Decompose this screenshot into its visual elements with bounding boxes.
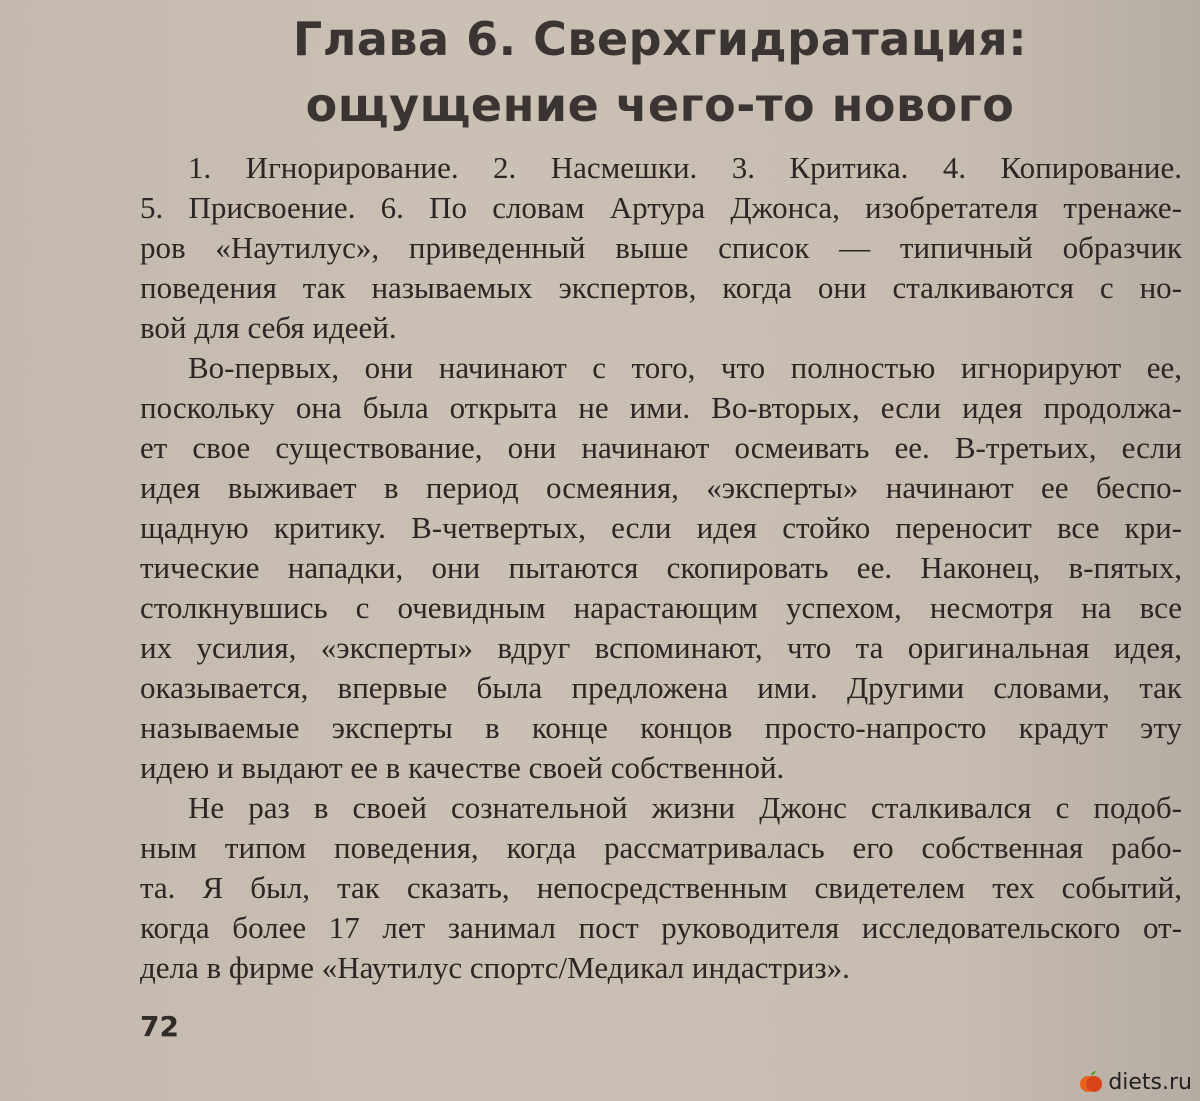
text-line: идею и выдают ее в качестве своей собственной. xyxy=(140,750,785,785)
page-number: 72 xyxy=(140,1010,179,1043)
chapter-title-line-2: ощущение чего-то нового xyxy=(305,78,1015,132)
chapter-title-line-1: Глава 6. Сверхгидратация: xyxy=(292,12,1028,66)
text-line: называемые эксперты в конце концов просто-напросто крадут эту xyxy=(140,710,1182,745)
text-line: идея выживает в период осмеяния, «эксперты» начинают ее беспо- xyxy=(140,470,1182,505)
text-line: Не раз в своей сознательной жизни Джонс сталкивался с подоб- xyxy=(188,790,1182,825)
text-line: ным типом поведения, когда рассматривалась его собственная рабо- xyxy=(140,830,1182,865)
text-line: дела в фирме «Наутилус спортс/Медикал индастриз». xyxy=(140,950,850,985)
watermark[interactable] xyxy=(1078,1069,1192,1095)
text-line: столкнувшись с очевидным нарастающим успехом, несмотря на все xyxy=(140,590,1182,625)
text-line: оказывается, впервые была предложена ими. Другими словами, так xyxy=(140,670,1182,705)
body-text xyxy=(140,148,1182,988)
text-line: щадную критику. В-четвертых, если идея стойко переносит все кри- xyxy=(140,510,1182,545)
text-line: вой для себя идеей. xyxy=(140,310,397,345)
chapter-title xyxy=(0,6,1200,138)
text-line: ет свое существование, они начинают осмеивать ее. В-третьих, если xyxy=(140,430,1182,465)
text-line: когда более 17 лет занимал пост руководителя исследовательского от- xyxy=(140,910,1182,945)
text-line: та. Я был, так сказать, непосредственным свидетелем тех событий, xyxy=(140,870,1182,905)
watermark-text: diets.ru xyxy=(1108,1069,1192,1095)
text-line: ров «Наутилус», приведенный выше список — типичный образчик xyxy=(140,230,1182,265)
text-line: поскольку она была открыта не ими. Во-вторых, если идея продолжа- xyxy=(140,390,1182,425)
text-line: поведения так называемых экспертов, когда они сталкиваются с но- xyxy=(140,270,1182,305)
text-line: 5. Присвоение. 6. По словам Артура Джонса, изобретателя тренаже- xyxy=(140,190,1182,225)
text-line: 1. Игнорирование. 2. Насмешки. 3. Критика. 4. Копирование. xyxy=(188,150,1182,185)
text-line: тические нападки, они пытаются скопировать ее. Наконец, в-пятых, xyxy=(140,550,1182,585)
text-line: Во-первых, они начинают с того, что полностью игнорируют ее, xyxy=(188,350,1182,385)
apple-icon xyxy=(1078,1069,1104,1095)
text-line: их усилия, «эксперты» вдруг вспоминают, что та оригинальная идея, xyxy=(140,630,1182,665)
